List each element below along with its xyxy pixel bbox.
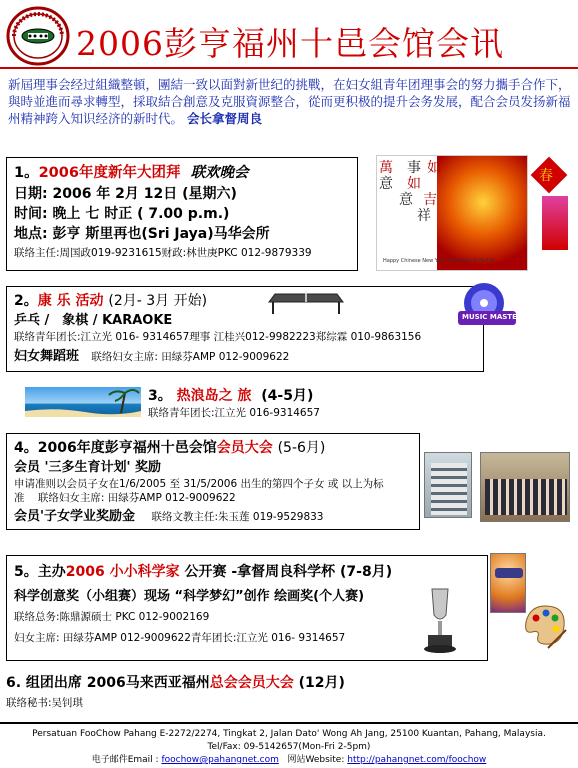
section5-contact2: 妇女主席: 田绿芬AMP 012-9009622青年团长:江立光 016- 9314657 <box>14 632 346 644</box>
ping-pong-table-icon <box>267 286 345 316</box>
section3-period: (4-5月) <box>261 388 314 404</box>
section1-title: 2006年度新年大团拜 <box>38 165 181 181</box>
section4-study-contact: 联络文教主任:朱玉莲 019-9529833 <box>151 511 324 523</box>
section-recreation <box>6 286 484 372</box>
spring-character: 春 <box>539 168 553 184</box>
page-title: 2006彭亨福州十邑会馆会讯 <box>76 24 504 63</box>
section1-heading <box>14 162 350 184</box>
music-master-icon <box>454 281 523 329</box>
section4-period: (5-6月) <box>277 440 326 456</box>
section6-title: 6. 组团出席 2006马来西亚福州 <box>6 675 210 691</box>
section1-subtitle: 联欢晚会 <box>190 165 249 181</box>
section-national-meeting <box>6 672 572 718</box>
footer-email-label: 电子邮件Email : <box>91 755 159 765</box>
intro-signature: 会长拿督周良 <box>187 111 263 126</box>
section2-dance-contact: 联络妇女主席: 田绿芬AMP 012-9009622 <box>91 351 290 363</box>
trophy-icon <box>420 585 460 655</box>
section-general-meeting <box>6 433 420 530</box>
section-new-year-gathering <box>6 157 358 271</box>
group-photo <box>480 452 570 522</box>
section5-contact1: 联络总务:陈鼎源硕士 PKC 012-9002169 <box>14 611 210 623</box>
vr-kid-photo <box>490 553 526 613</box>
section4-apply <box>14 477 414 505</box>
section2-period: (2月- 3月 开始) <box>108 293 208 309</box>
page-footer <box>0 728 578 767</box>
section6-title-highlight: 总会会员大会 <box>209 675 294 691</box>
section4-apply-contact: 联络妇女主席: 田绿芬AMP 012-9009622 <box>37 492 236 504</box>
footer-divider <box>0 722 578 724</box>
section4-award: 会员 '三多生育计划' 奖励 <box>14 460 162 475</box>
section-island-trip <box>148 386 438 428</box>
section6-heading <box>6 672 572 694</box>
section6-period: (12月) <box>298 675 345 691</box>
section5-heading <box>14 561 480 583</box>
section5-title-rest: 公开赛 -拿督周良科学杯 (7-8月) <box>184 564 393 580</box>
section4-study: 会员'子女学业奖励金 <box>14 509 135 524</box>
section3-number: 3。 <box>148 388 172 404</box>
section2-title: 康 乐 活动 <box>37 293 104 309</box>
couplet-scroll-icon <box>542 196 568 250</box>
section1-date: 日期: 2006 年 2月 12日 (星期六) <box>14 186 237 202</box>
section6-contact: 联络秘书:吴钊琪 <box>6 697 84 709</box>
section2-items: 乒乓 / 象棋 / KARAOKE <box>14 313 173 328</box>
section1-contact: 联络主任:周国政019-9231615财政:林世庚PKC 012-9879339 <box>14 247 312 259</box>
section3-contact: 联络青年团长:江立光 016-9314657 <box>148 407 320 419</box>
section2-dance-row <box>14 347 476 366</box>
section3-title: 热浪岛之 旅 <box>176 388 252 404</box>
section2-number: 2。 <box>14 293 38 309</box>
paint-palette-icon <box>522 600 568 652</box>
footer-telfax: Tel/Fax: 09-5142657(Mon-Fri 2-5pm) <box>207 742 371 752</box>
section1-number: 1。 <box>14 165 39 181</box>
footer-web-label: 网站Website: <box>287 755 345 765</box>
banner-caption: Happy Chinese New Year and Gong Xi Fa Cai <box>383 258 495 264</box>
banner-characters: 萬 事 如 意 如 意 吉 祥 <box>379 160 441 224</box>
section-young-scientist <box>6 555 488 661</box>
section4-apply-criteria: 申请准则以会员子女在1/6/2005 至 31/5/2006 出生的第四个子女 或 以上为标准 <box>14 478 384 504</box>
new-year-banner-image <box>376 155 528 271</box>
header-divider <box>0 67 578 69</box>
association-logo-icon <box>6 6 70 66</box>
section2-dance: 妇女舞蹈班 <box>14 349 80 364</box>
section2-contact: 联络青年团长:江立光 016- 9314657理事 江桂兴012-9982223郑综霖 010-9863156 <box>14 331 422 343</box>
music-master-label: MUSIC MASTER <box>462 313 523 321</box>
section4-study-row <box>14 507 412 526</box>
section2-heading <box>14 291 476 311</box>
section5-title-highlight: 2006 小小科学家 <box>65 564 180 580</box>
spring-couplet-image <box>534 160 574 253</box>
footer-links <box>0 754 578 767</box>
building-photo <box>424 452 472 518</box>
footer-website-link[interactable]: http://pahangnet.com/foochow <box>347 755 487 765</box>
page-header <box>0 0 578 70</box>
footer-email-link[interactable]: foochow@pahangnet.com <box>161 755 279 765</box>
section1-time: 时间: 晚上 七 时正 ( 7.00 p.m.) <box>14 206 230 222</box>
intro-paragraph <box>8 76 577 127</box>
lion-dance-icon <box>437 156 528 271</box>
section4-heading <box>14 438 412 458</box>
intro-text: 新屆理事会经过組織整頓，團結一致以面對新世纪的挑戰，在妇女組青年团理事会的努力攜手合作下， 與時並進而尋求轉型，採取結合創意及克服資源整合，從而更积极的提升会务发展，配合会员发扬新福州精神跨入知识经济的新时代。 <box>8 77 577 126</box>
footer-address: Persatuan FooChow Pahang E-2272/2274, Tingkat 2, Jalan Dato' Wong Ah Jang, 25100 Kuantan, Pahang, Malaysia. <box>32 729 546 739</box>
section3-heading <box>148 386 438 406</box>
section4-title: 4。2006年度彭亨福州十邑会馆 <box>14 440 217 456</box>
section5-title: 5。主办 <box>14 564 66 580</box>
section1-place: 地点: 彭亨 斯里再也(Sri Jaya)马华会所 <box>14 226 270 242</box>
beach-image <box>25 387 141 417</box>
section4-title-highlight: 会员大会 <box>216 440 273 456</box>
section5-categories: 科学创意奖（小组赛）现场 “科学梦幻”创作 绘画奖(个人赛) <box>14 589 365 604</box>
